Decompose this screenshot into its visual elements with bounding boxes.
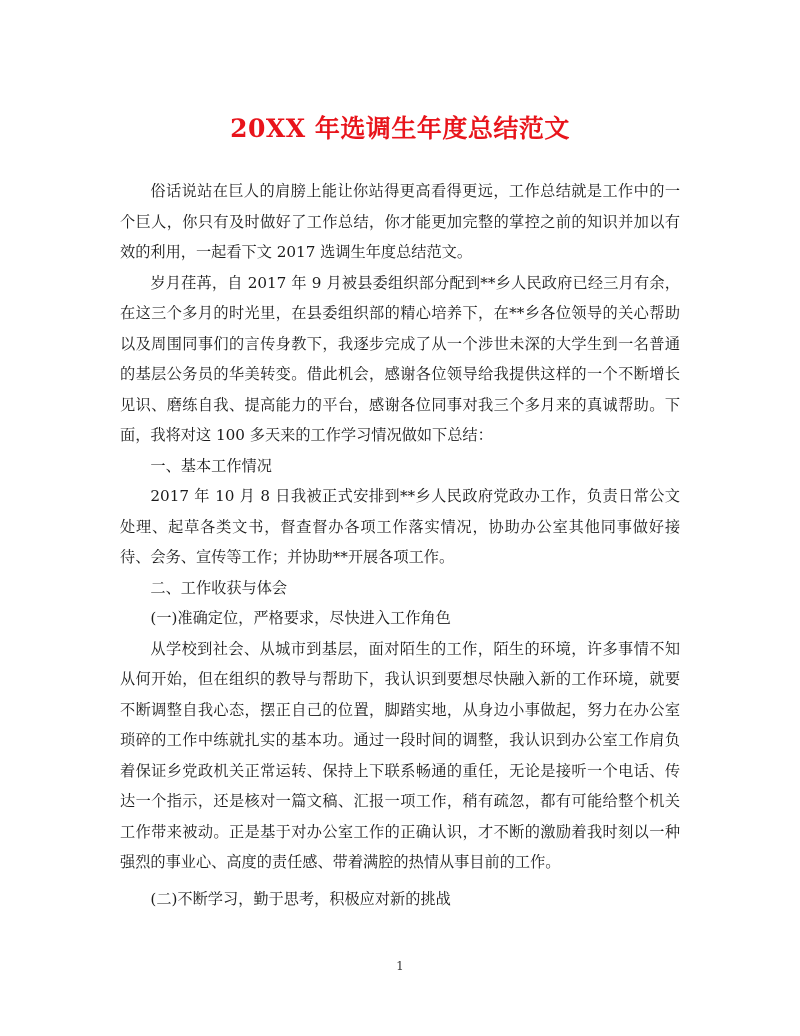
basic-work-paragraph: 2017 年 10 月 8 日我被正式安排到**乡人民政府党政办工作，负责日常公文处理、起草各类文书，督查督办各项工作落实情况，协助办公室其他同事做好接待、会务、宣传等工作；并协助**开展各项工作。: [120, 487, 680, 566]
positioning-paragraph: 从学校到社会、从城市到基层，面对陌生的工作，陌生的环境，许多事情不知从何开始，但在组织的教导与帮助下，我认识到要想尽快融入新的工作环境，就要不断调整自我心态，摆正自己的位置，脚踏实地，从身边小事做起，努力在办公室琐碎的工作中练就扎实的基本功。通过一段时间的调整，我认识到办公室工作肩负着保证乡党政机关正常运转、保持上下联系畅通的重任，无论是接听一个电话、传达一个指示，还是核对一篇文稿、汇报一项工作，稍有疏忽，都有可能给整个机关工作带来被动。正是基于对办公室工作的正确认识，才不断的激励着我时刻以一种强烈的事业心、高度的责任感、带着满腔的热情从事目前的工作。: [120, 639, 680, 871]
section-heading-basic-work: 一、基本工作情况: [150, 456, 272, 475]
subsection-heading-positioning: (一)准确定位，严格要求，尽快进入工作角色: [150, 609, 451, 627]
background-paragraph: 岁月荏苒，自 2017 年 9 月被县委组织部分配到**乡人民政府已经三月有余，在这三个多月的时光里，在县委组织部的精心培养下，在**乡各位领导的关心帮助以及周围同事们的言传身教下，我逐步完成了从一个涉世未深的大学生到一名普通的基层公务员的华美转变。借此机会，感谢各位领导给我提供这样的一个不断增长见识、磨练自我、提高能力的平台，感谢各位同事对我三个多月来的真诚帮助。下面，我将对这 100 多天来的工作学习情况做如下总结：: [120, 273, 680, 444]
page-number: 1: [396, 959, 404, 973]
document-body: [120, 176, 680, 914]
document-title: 20XX 年选调生年度总结范文: [230, 114, 570, 143]
intro-paragraph: 俗话说站在巨人的肩膀上能让你站得更高看得更远，工作总结就是工作中的一个巨人，你只有及时做好了工作总结，你才能更加完整的掌控之前的知识并加以有效的利用，一起看下文 2017 选调生年度总结范文。: [120, 182, 680, 261]
section-heading-gains: 二、工作收获与体会: [150, 578, 288, 597]
subsection-heading-learning: (二)不断学习，勤于思考，积极应对新的挑战: [150, 889, 451, 908]
